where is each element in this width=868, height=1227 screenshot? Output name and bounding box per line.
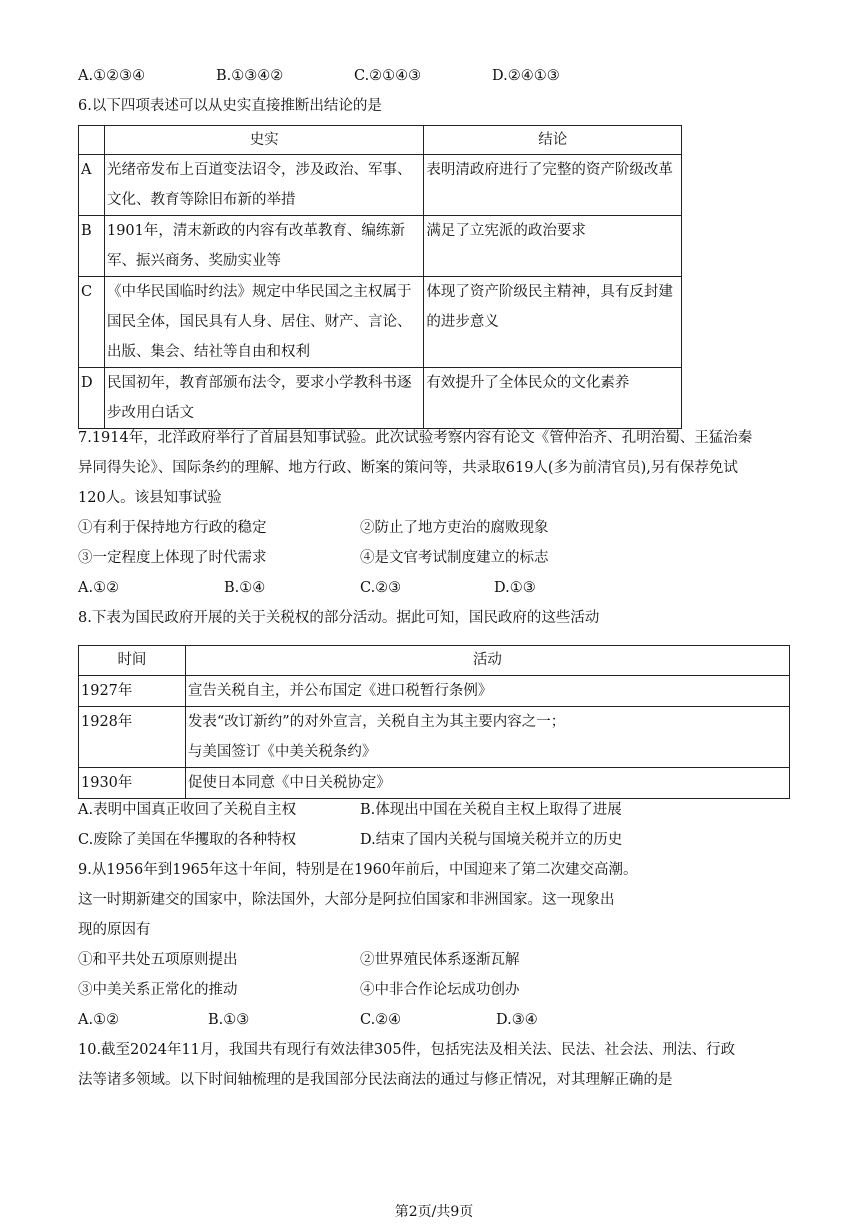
q6-table-header-blank — [79, 126, 105, 155]
q6-row-fact: 《中华民国临时约法》规定中华民国之主权属于国民全体，国民具有人身、居住、财产、言论、出版、集会、结社等自由和权利 — [104, 277, 423, 368]
q8-row-time: 1927年 — [79, 676, 186, 707]
q9-option-d: D.③④ — [496, 1012, 538, 1028]
q6-header-conclusion: 结论 — [424, 126, 682, 155]
q6-table — [78, 125, 682, 429]
q7-item-3: ③一定程度上体现了时代需求 — [78, 550, 267, 566]
q9-item-2: ②世界殖民体系逐渐瓦解 — [360, 952, 520, 968]
q9-item-1: ①和平共处五项原则提出 — [78, 952, 238, 968]
q6-row-fact: 1901年，清末新政的内容有改革教育、编练新军、振兴商务、奖励实业等 — [104, 216, 423, 277]
q6-row-conclusion: 有效提升了全体民众的文化素养 — [424, 368, 682, 429]
q6-row-label: B — [79, 216, 105, 277]
q8-table — [78, 645, 790, 799]
q8-row-time: 1928年 — [79, 707, 186, 768]
q7-stem-line-3: 120人。该县知事试验 — [78, 490, 222, 506]
q7-item-1: ①有利于保持地方行政的稳定 — [78, 520, 267, 536]
q6-row-fact: 光绪帝发布上百道变法诏令，涉及政治、军事、文化、教育等除旧布新的举措 — [104, 155, 423, 216]
q8-activity-line: 发表“改订新约”的对外宣言，关税自主为其主要内容之一； — [187, 714, 566, 730]
q10-stem-line-2: 法等诸多领域。以下时间轴梳理的是我国部分民法商法的通过与修正情况，对其理解正确的是 — [78, 1072, 673, 1088]
q8-stem: 8.下表为国民政府开展的关于关税权的部分活动。据此可知，国民政府的这些活动 — [78, 610, 600, 626]
q8-option-d: D.结束了国内关税与国境关税并立的历史 — [360, 832, 623, 848]
q6-header-fact: 史实 — [104, 126, 423, 155]
q6-row-fact: 民国初年，教育部颁布法令，要求小学教科书逐步改用白话文 — [104, 368, 423, 429]
q8-option-b: B.体现出中国在关税自主权上取得了进展 — [360, 802, 622, 818]
q7-stem-line-2: 异同得失论》、国际条约的理解、地方行政、断案的策问等，共录取619人(多为前清官员),另有保荐免试 — [78, 460, 738, 476]
q8-activity-line: 宣告关税自主，并公布国定《进口税暂行条例》 — [187, 683, 493, 699]
q7-option-d: D.①③ — [494, 580, 536, 596]
q7-option-a: A.①② — [78, 580, 120, 596]
q9-item-3: ③中美关系正常化的推动 — [78, 982, 238, 998]
q6-row-conclusion: 体现了资产阶级民主精神，具有反封建的进步意义 — [424, 277, 682, 368]
q8-activity-line: 促使日本同意《中日关税协定》 — [187, 775, 391, 791]
q9-stem-line-2: 这一时期新建交的国家中，除法国外，大部分是阿拉伯国家和非洲国家。这一现象出 — [78, 892, 615, 908]
q10-stem-line-1: 10.截至2024年11月，我国共有现行有效法律305件，包括宪法及相关法、民法、社会法、刑法、行政 — [78, 1042, 736, 1058]
q6-row-conclusion: 满足了立宪派的政治要求 — [424, 216, 682, 277]
q9-stem-line-1: 9.从1956年到1965年这十年间，特别是在1960年前后，中国迎来了第二次建交高潮。 — [78, 862, 638, 878]
q7-item-2: ②防止了地方吏治的腐败现象 — [360, 520, 549, 536]
q7-option-b: B.①④ — [224, 580, 266, 596]
q8-option-a: A.表明中国真正收回了关税自主权 — [78, 802, 297, 818]
q9-option-a: A.①② — [78, 1012, 120, 1028]
q5-option-b: B.①③④② — [216, 68, 284, 84]
q8-row-activity — [185, 707, 789, 768]
q7-stem-line-1: 7.1914年，北洋政府举行了首届县知事试验。此次试验考察内容有论文《管仲治齐、孔明治蜀、王猛治秦 — [78, 430, 753, 446]
q8-row-activity — [185, 768, 789, 799]
q8-option-c: C.废除了美国在华攫取的各种特权 — [78, 832, 297, 848]
q7-item-4: ④是文官考试制度建立的标志 — [360, 550, 549, 566]
q5-option-a: A.①②③④ — [78, 68, 146, 84]
q8-activity-line: 与美国签订《中美关税条约》 — [187, 744, 377, 760]
q6-stem: 6.以下四项表述可以从史实直接推断出结论的是 — [78, 98, 382, 114]
q6-row-label: C — [79, 277, 105, 368]
q7-option-c: C.②③ — [360, 580, 402, 596]
q9-item-4: ④中非合作论坛成功创办 — [360, 982, 520, 998]
q8-header-time: 时间 — [79, 646, 186, 676]
q8-row-activity — [185, 676, 789, 707]
q6-row-conclusion: 表明清政府进行了完整的资产阶级改革 — [424, 155, 682, 216]
q5-option-c: C.②①④③ — [354, 68, 422, 84]
q9-stem-line-3: 现的原因有 — [78, 922, 151, 938]
q8-row-time: 1930年 — [79, 768, 186, 799]
q9-option-c: C.②④ — [360, 1012, 402, 1028]
q8-header-activity: 活动 — [185, 646, 789, 676]
q6-row-label: D — [79, 368, 105, 429]
q6-row-label: A — [79, 155, 105, 216]
q9-option-b: B.①③ — [208, 1012, 250, 1028]
page-number: 第2页/共9页 — [394, 1204, 474, 1220]
q5-option-d: D.②④①③ — [492, 68, 560, 84]
